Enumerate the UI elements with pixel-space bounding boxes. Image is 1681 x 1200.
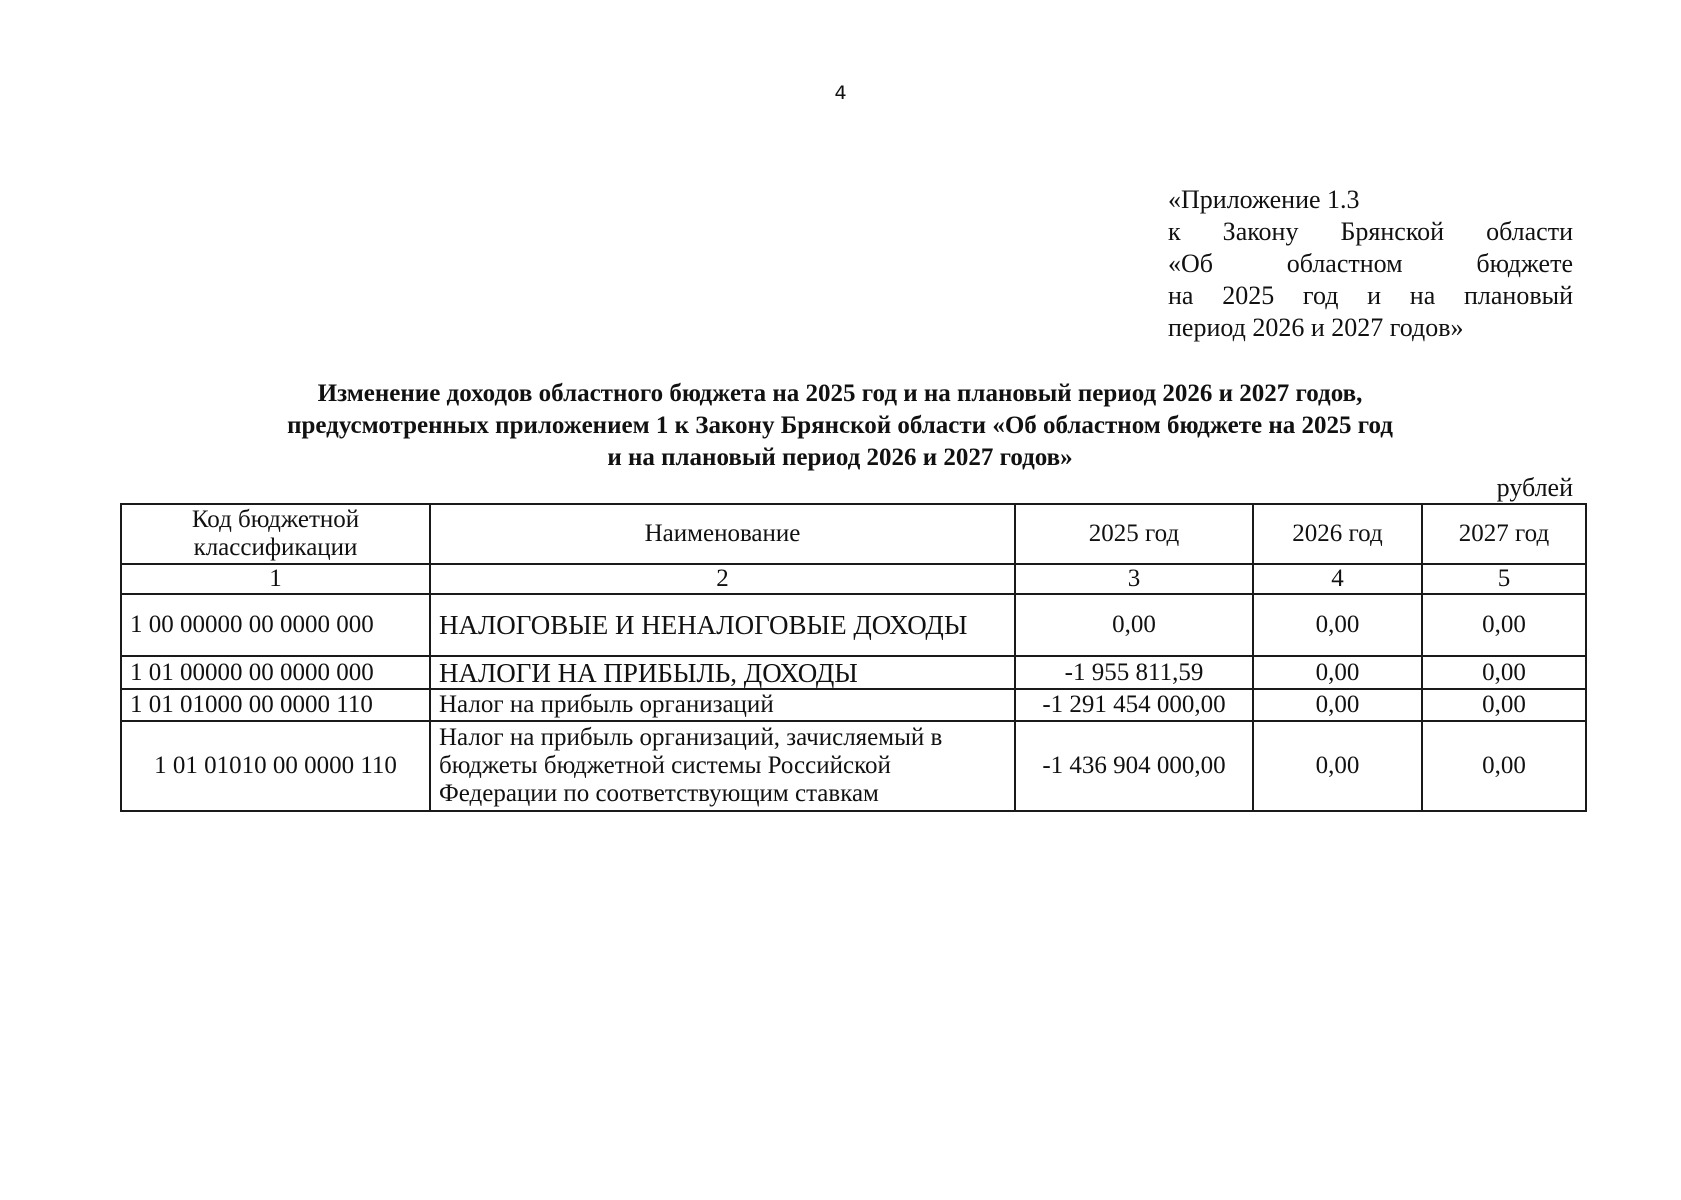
row-value-2027: 0,00	[1422, 689, 1586, 721]
document-title	[160, 378, 1520, 474]
table-row	[121, 689, 1586, 721]
row-name: Налог на прибыль организаций	[430, 689, 1015, 721]
appendix-line: «Приложение 1.3	[1168, 185, 1360, 214]
row-value-2027: 0,00	[1422, 721, 1586, 811]
column-number: 3	[1015, 564, 1253, 594]
column-number: 4	[1253, 564, 1422, 594]
units-label: рублей	[1496, 473, 1573, 502]
appendix-reference	[1168, 184, 1573, 344]
appendix-line: «Об областном бюджете	[1168, 249, 1573, 278]
row-value-2026: 0,00	[1253, 721, 1422, 811]
row-name: НАЛОГОВЫЕ И НЕНАЛОГОВЫЕ ДОХОДЫ	[430, 594, 1015, 656]
row-value-2027: 0,00	[1422, 656, 1586, 689]
column-number: 1	[121, 564, 430, 594]
header-2026: 2026 год	[1253, 504, 1422, 564]
row-value-2025: -1 955 811,59	[1015, 656, 1253, 689]
row-value-2025: -1 291 454 000,00	[1015, 689, 1253, 721]
column-number: 5	[1422, 564, 1586, 594]
budget-changes-table	[120, 503, 1587, 812]
row-code: 1 01 01000 00 0000 110	[121, 689, 430, 721]
page-number: 4	[834, 82, 847, 104]
title-line: предусмотренных приложением 1 к Закону Брянской области «Об областном бюджете на 2025 год	[287, 412, 1393, 439]
appendix-line: на 2025 год и на плановый	[1168, 281, 1573, 310]
column-number-row	[121, 564, 1586, 594]
appendix-line: период 2026 и 2027 годов»	[1168, 313, 1464, 342]
row-value-2027: 0,00	[1422, 594, 1586, 656]
title-line: Изменение доходов областного бюджета на 2025 год и на плановый период 2026 и 2027 годов,	[317, 380, 1363, 407]
table-row	[121, 656, 1586, 689]
row-value-2025: 0,00	[1015, 594, 1253, 656]
table-header-row	[121, 504, 1586, 564]
row-value-2026: 0,00	[1253, 689, 1422, 721]
row-code: 1 01 00000 00 0000 000	[121, 656, 430, 689]
appendix-line: к Закону Брянской области	[1168, 217, 1573, 246]
row-code: 1 01 01010 00 0000 110	[121, 721, 430, 811]
row-value-2026: 0,00	[1253, 656, 1422, 689]
header-code: Код бюджетной классификации	[121, 504, 430, 564]
title-line: и на плановый период 2026 и 2027 годов»	[607, 444, 1073, 471]
column-number: 2	[430, 564, 1015, 594]
row-value-2026: 0,00	[1253, 594, 1422, 656]
row-value-2025: -1 436 904 000,00	[1015, 721, 1253, 811]
row-code: 1 00 00000 00 0000 000	[121, 594, 430, 656]
header-2027: 2027 год	[1422, 504, 1586, 564]
header-2025: 2025 год	[1015, 504, 1253, 564]
table-row	[121, 594, 1586, 656]
row-name: НАЛОГИ НА ПРИБЫЛЬ, ДОХОДЫ	[430, 656, 1015, 689]
table-row	[121, 721, 1586, 811]
row-name: Налог на прибыль организаций, зачисляемый в бюджеты бюджетной системы Российской Федерации по соответствующим ставкам	[430, 721, 1015, 811]
header-name: Наименование	[430, 504, 1015, 564]
